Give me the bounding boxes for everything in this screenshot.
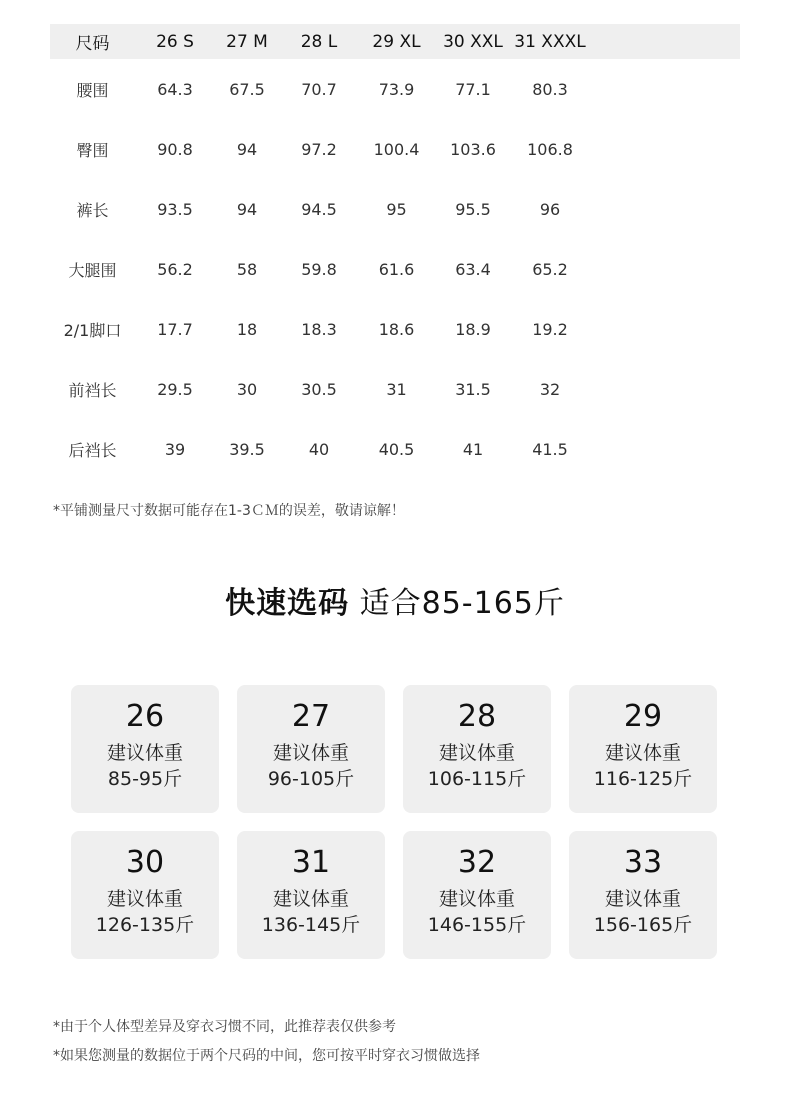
table-cell: 61.6	[378, 259, 415, 279]
table-cell: 32	[539, 379, 561, 399]
card-weight-range: 85-95斤	[107, 768, 183, 790]
row-label: 裤长	[76, 200, 109, 220]
row-label: 后裆长	[68, 440, 117, 460]
table-row	[50, 359, 740, 419]
card-weight-range: 146-155斤	[427, 914, 527, 936]
card-label: 建议体重	[106, 742, 183, 764]
table-row	[50, 119, 740, 179]
card-weight-range: 156-165斤	[593, 914, 693, 936]
table-cell: 73.9	[378, 79, 415, 99]
table-cell: 94	[236, 139, 258, 159]
table-cell: 100.4	[373, 139, 420, 159]
table-cell: 30	[236, 379, 258, 399]
header-cell: 29 XL	[372, 31, 421, 52]
card-size: 27	[291, 699, 331, 734]
card-size: 31	[291, 845, 331, 880]
card-size: 33	[623, 845, 663, 880]
quick-select-range: 适合85-165斤	[349, 586, 565, 621]
table-cell: 90.8	[157, 139, 193, 159]
size-card	[71, 831, 219, 959]
size-card	[71, 685, 219, 813]
card-label: 建议体重	[438, 742, 515, 764]
table-cell: 41	[462, 439, 484, 459]
table-cell: 40	[308, 439, 330, 459]
table-cell: 18	[236, 319, 258, 339]
table-row	[50, 419, 740, 479]
card-weight-range: 136-145斤	[261, 914, 361, 936]
table-cell: 95.5	[455, 199, 491, 219]
table-cell: 103.6	[450, 139, 496, 159]
size-table	[50, 24, 740, 479]
card-weight-range: 116-125斤	[593, 768, 693, 790]
card-label: 建议体重	[438, 888, 515, 910]
table-cell: 41.5	[532, 439, 568, 459]
card-weight-range: 126-135斤	[95, 914, 195, 936]
table-cell: 97.2	[301, 139, 337, 159]
table-cell: 18.6	[378, 319, 415, 339]
card-label: 建议体重	[272, 888, 349, 910]
table-cell: 94	[236, 199, 258, 219]
header-cell: 28 L	[300, 31, 338, 52]
size-card-grid	[71, 685, 719, 959]
table-cell: 29.5	[157, 379, 193, 399]
table-cell: 67.5	[229, 79, 265, 99]
header-cell: 30 XXL	[443, 31, 503, 52]
measurement-note: *平铺测量尺寸数据可能存在1-3ＣＭ的误差，敬请谅解！	[53, 503, 405, 519]
table-cell: 39	[164, 439, 186, 459]
card-size: 28	[457, 699, 497, 734]
header-cell: 26 S	[156, 31, 194, 52]
card-label: 建议体重	[106, 888, 183, 910]
table-cell: 96	[539, 199, 561, 219]
table-cell: 59.8	[301, 259, 337, 279]
row-label: 腰围	[76, 80, 109, 100]
card-size: 26	[125, 699, 165, 734]
size-card	[237, 685, 385, 813]
card-weight-range: 96-105斤	[267, 768, 355, 790]
size-card	[569, 685, 717, 813]
table-cell: 80.3	[532, 79, 568, 99]
header-cell: 27 M	[226, 31, 268, 52]
quick-select-title: 快速选码	[225, 586, 350, 621]
size-card	[569, 831, 717, 959]
table-cell: 93.5	[157, 199, 193, 219]
table-cell: 56.2	[157, 259, 193, 279]
header-cell: 尺码	[75, 34, 110, 54]
table-cell: 106.8	[527, 139, 573, 159]
card-size: 30	[125, 845, 165, 880]
selection-tip-note: *如果您测量的数据位于两个尺码的中间，您可按平时穿衣习惯做选择	[53, 1048, 480, 1064]
table-cell: 65.2	[532, 259, 568, 279]
quick-select-heading	[0, 578, 790, 622]
table-cell: 63.4	[455, 259, 491, 279]
table-cell: 18.9	[455, 319, 491, 339]
card-weight-range: 106-115斤	[427, 768, 527, 790]
header-cell: 31 XXXL	[514, 31, 586, 52]
table-cell: 94.5	[301, 199, 337, 219]
disclaimer-note: *由于个人体型差异及穿衣习惯不同，此推荐表仅供参考	[53, 1019, 396, 1035]
table-cell: 31.5	[455, 379, 491, 399]
table-cell: 64.3	[157, 79, 193, 99]
size-card	[403, 685, 551, 813]
table-cell: 70.7	[301, 79, 337, 99]
table-cell: 18.3	[301, 319, 337, 339]
row-label: 前裆长	[68, 380, 117, 400]
table-cell: 77.1	[455, 79, 491, 99]
size-card	[237, 831, 385, 959]
card-label: 建议体重	[604, 742, 681, 764]
table-header	[50, 24, 740, 59]
card-label: 建议体重	[604, 888, 681, 910]
table-cell: 40.5	[378, 439, 415, 459]
size-card	[403, 831, 551, 959]
row-label: 臀围	[76, 140, 109, 160]
table-cell: 58	[236, 259, 258, 279]
table-row	[50, 59, 740, 119]
table-cell: 30.5	[301, 379, 337, 399]
table-cell: 31	[386, 379, 407, 399]
table-row	[50, 179, 740, 239]
table-cell: 95	[386, 199, 407, 219]
card-label: 建议体重	[272, 742, 349, 764]
table-cell: 39.5	[229, 439, 265, 459]
table-row	[50, 239, 740, 299]
table-cell: 17.7	[157, 319, 193, 339]
row-label: 2/1脚口	[63, 320, 122, 340]
card-size: 32	[457, 845, 497, 880]
table-row	[50, 299, 740, 359]
row-label: 大腿围	[68, 260, 117, 280]
table-cell: 19.2	[532, 319, 568, 339]
card-size: 29	[623, 699, 663, 734]
